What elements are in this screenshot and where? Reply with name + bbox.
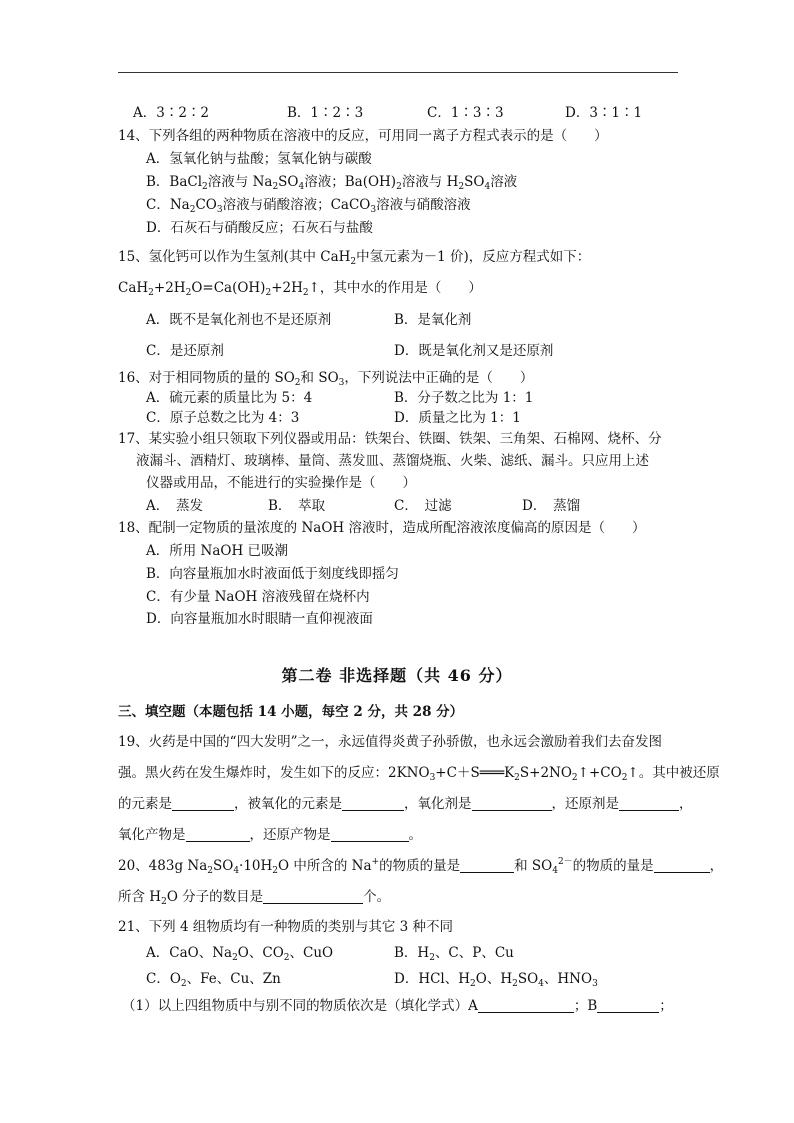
header-rule (118, 72, 678, 73)
q21-subquestion-1: （1）以上四组物质中与别不同的物质依次是（填化学式）A ；B ； (122, 998, 673, 1014)
q15-stem: 15、氢化钙可以作为生氢剂(其中 CaH$_2$中氢元素为－1 价)，反应方程式如下： (118, 249, 591, 267)
q18-option-c: C．有少量 NaOH 溶液残留在烧杯内 (146, 589, 370, 605)
q14-option-c: C．$Na_2CO_3$溶液与硝酸溶液；CaCO$_3$溶液与硝酸溶液 (146, 197, 471, 215)
q15-option-a: A．既不是氧化剂也不是还原剂 (146, 312, 332, 328)
q17-option-a: A． 蒸发 (146, 498, 203, 514)
q21-option-a: A．CaO、$Na_2O$、$CO_2$、CuO (146, 945, 334, 963)
q14-option-a: A．氢氧化钠与盐酸；氢氧化钠与碳酸 (146, 151, 372, 167)
q19-line4: 氧化产物是 ，还原产物是 。 (118, 827, 422, 843)
q13-option-d: D．3∶1∶1 (565, 105, 643, 121)
q19-line3: 的元素是 ，被氧化的元素是 ，氧化剂是 ，还原剂是 ， (118, 796, 693, 812)
answer-blank[interactable] (654, 858, 710, 873)
q16-option-a: A．硫元素的质量比为 5：4 (146, 390, 313, 406)
q17-line1: 17、某实验小组只领取下列仪器或用品：铁架台、铁圈、铁架、三角架、石棉网、烧杯、分 (118, 431, 662, 447)
answer-blank[interactable] (172, 796, 234, 811)
q18-option-d: D．向容量瓶加水时眼睛一直仰视液面 (146, 611, 373, 627)
answer-blank[interactable] (460, 858, 514, 873)
q17-option-d: D． 蒸馏 (522, 498, 581, 514)
answer-blank[interactable] (472, 796, 552, 811)
q17-line2: 液漏斗、酒精灯、玻璃棒、量筒、蒸发皿、蒸馏烧瓶、火柴、滤纸、漏斗。只应用上述 (136, 453, 649, 469)
q15-option-d: D．既是氧化剂又是还原剂 (394, 343, 554, 359)
q19-line1: 19、火药是中国的“四大发明”之一，永远值得炎黄子孙骄傲，也永远会激励着我们去奋发图 (118, 734, 662, 750)
q17-option-c: C． 过滤 (394, 498, 452, 514)
answer-blank[interactable] (186, 827, 250, 842)
q20-line1: 20、483g $Na_2SO_4\cdot 10H_2O$ 中所含的 Na+的物质的量是 和 $SO_4^{2-}$的物质的量是 ， (118, 857, 724, 876)
q21-option-b: B．$H_2$、C、P、Cu (394, 945, 514, 963)
q18-stem: 18、配制一定物质的量浓度的 NaOH 溶液时，造成所配溶液浓度偏高的原因是（ ） (118, 520, 646, 536)
answer-blank[interactable] (597, 998, 659, 1013)
answer-blank[interactable] (342, 796, 404, 811)
answer-blank[interactable] (331, 827, 409, 842)
q16-stem: 16、对于相同物质的量的 $SO_2$和 $SO_3$，下列说法中正确的是（ ） (118, 370, 534, 388)
q18-option-b: B．向容量瓶加水时液面低于刻度线即摇匀 (146, 566, 399, 582)
q18-option-a: A．所用 NaOH 已吸潮 (146, 543, 289, 559)
q15-option-c: C．是还原剂 (146, 343, 224, 359)
q21-stem: 21、下列 4 组物质均有一种物质的类别与其它 3 种不同 (118, 919, 454, 935)
q16-option-b: B．分子数之比为 1：1 (394, 390, 534, 406)
q21-option-d: D．HCl、$H_2O$、$H_2SO_4$、$HNO_3$ (394, 971, 598, 989)
q20-line2: 所含 $H_2O$ 分子的数目是 个。 (118, 889, 391, 907)
q13-option-a: A．3∶2∶2 (133, 105, 210, 121)
q21-option-c: C．$O_2$、Fe、Cu、Zn (146, 971, 281, 989)
answer-blank[interactable] (619, 796, 679, 811)
q17-option-b: B． 萃取 (268, 498, 326, 514)
q14-stem: 14、下列各组的两种物质在溶液中的反应，可用同一离子方程式表示的是（ ） (118, 128, 608, 144)
q19-line2: 强。黑火药在发生爆炸时，发生如下的反应：$2KNO_3+C+S═══K_2S+2NO_2↑+CO_2↑$。其中被还原 (118, 765, 720, 783)
section3-title: 三、填空题（本题包括 14 小题，每空 2 分，共 28 分） (118, 704, 464, 720)
q16-option-d: D．质量之比为 1：1 (394, 410, 521, 426)
q13-option-c: C．1∶3∶3 (427, 105, 504, 121)
q15-equation: $CaH_2+2H_2O=Ca(OH)_2+2H_2↑$，其中水的作用是（ ） (118, 280, 482, 298)
part2-title: 第二卷 非选择题（共 46 分） (281, 666, 513, 685)
q16-option-c: C．原子总数之比为 4：3 (146, 410, 300, 426)
q14-option-b: B．BaCl$_2$溶液与 $Na_2SO_4$溶液；$Ba(OH)_2$溶液与 $H_2SO_4$溶液 (146, 174, 518, 192)
q15-option-b: B．是氧化剂 (394, 312, 472, 328)
answer-blank[interactable] (263, 889, 363, 904)
q13-option-b: B．1∶2∶3 (287, 105, 364, 121)
q14-option-d: D．石灰石与硝酸反应；石灰石与盐酸 (146, 220, 373, 236)
answer-blank[interactable] (478, 998, 574, 1013)
q17-line3: 仪器或用品，不能进行的实验操作是（ ） (146, 475, 416, 491)
